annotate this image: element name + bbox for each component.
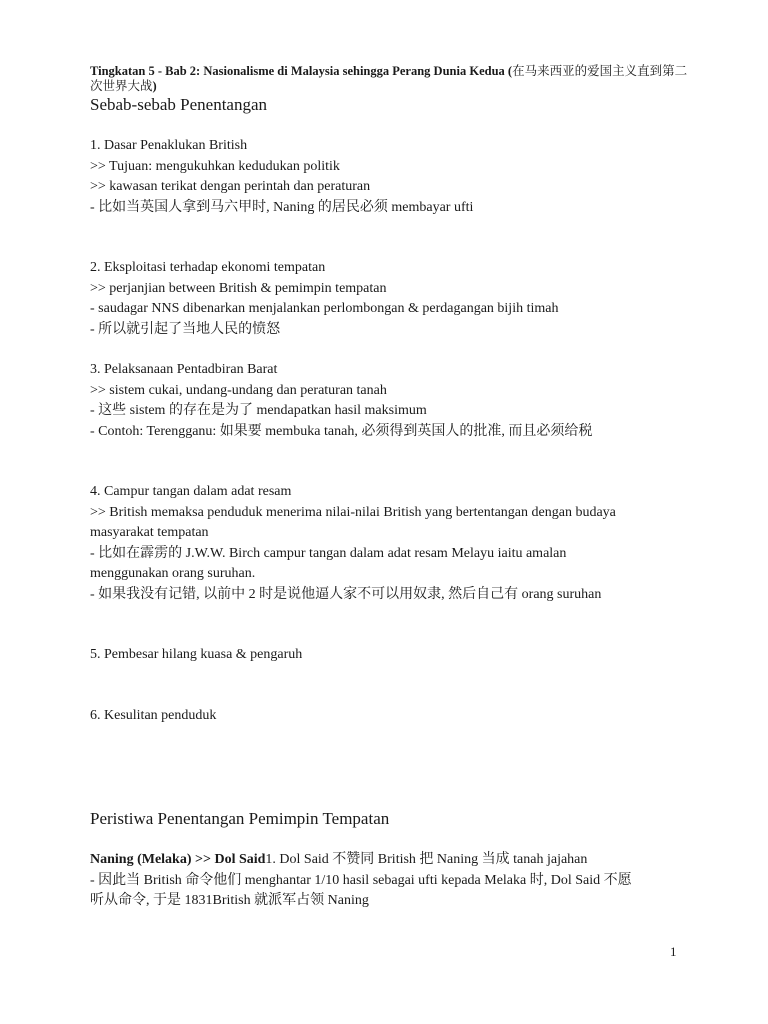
- section-heading-resistance: Peristiwa Penentangan Pemimpin Tempatan: [90, 809, 390, 828]
- cause-3-line: - 这些 sistem 的存在是为了 mendapatkan hasil maksimum: [90, 403, 427, 418]
- naning-line: 听从命令, 于是 1831British 就派军占领 Naning: [90, 893, 369, 908]
- naning-line: [90, 850, 690, 871]
- cause-1-line: >> kawasan terikat dengan perintah dan peraturan: [90, 179, 371, 194]
- title-bold: Tingkatan 5 - Bab 2: Nasionalisme di Malaysia sehingga Perang Dunia Kedua (: [90, 64, 513, 78]
- naning-text: 1. Dol Said 不赞同 British 把 Naning 当成 tanah jajahan: [265, 852, 588, 867]
- cause-1-heading: 1. Dasar Penaklukan British: [90, 138, 248, 153]
- page-number: 1: [670, 944, 677, 959]
- cause-1-line: >> Tujuan: mengukuhkan kedudukan politik: [90, 158, 340, 174]
- document-title: [90, 64, 690, 94]
- cause-2-heading: 2. Eksploitasi terhadap ekonomi tempatan: [90, 260, 326, 275]
- cause-4-line: - 如果我没有记错, 以前中 2 时是说他逼人家不可以用奴隶, 然后自己有 orang suruhan: [90, 586, 602, 602]
- naning-bold-label: Naning (Melaka) >> Dol Said: [90, 852, 266, 867]
- cause-2-line: - 所以就引起了当地人民的愤怒: [90, 321, 281, 337]
- cause-4-line: >> British memaksa penduduk menerima nilai-nilai British yang bertentangan dengan budaya: [90, 504, 616, 520]
- cause-4-heading: 4. Campur tangan dalam adat resam: [90, 484, 292, 499]
- document-page: [90, 64, 690, 912]
- cause-3-line: - Contoh: Terengganu: 如果要 membuka tanah, 必须得到英国人的批准, 而且必须给税: [90, 423, 593, 439]
- cause-1-line: - 比如当英国人拿到马六甲时, Naning 的居民必须 membayar ufti: [90, 199, 474, 215]
- cause-4-line: masyarakat tempatan: [90, 525, 209, 540]
- cause-3-heading: 3. Pelaksanaan Pentadbiran Barat: [90, 362, 278, 377]
- title-cjk: 在马来西亚的爱国主义直到第二次世界大战: [90, 64, 688, 93]
- title-end: ): [152, 79, 157, 93]
- cause-4-line: menggunakan orang suruhan.: [90, 566, 256, 581]
- cause-2-line: - saudagar NNS dibenarkan menjalankan perlombongan & perdagangan bijih timah: [90, 301, 559, 316]
- cause-3-line: >> sistem cukai, undang-undang dan peraturan tanah: [90, 382, 387, 398]
- naning-line: - 因此当 British 命令他们 menghantar 1/10 hasil sebagai ufti kepada Melaka 时, Dol Said 不愿: [90, 872, 632, 888]
- cause-5-heading: 5. Pembesar hilang kuasa & pengaruh: [90, 647, 303, 662]
- cause-2-line: >> perjanjian between British & pemimpin tempatan: [90, 280, 387, 296]
- section-heading-causes: Sebab-sebab Penentangan: [90, 95, 268, 114]
- cause-4-line: - 比如在霹雳的 J.W.W. Birch campur tangan dalam adat resam Melayu iaitu amalan: [90, 545, 567, 561]
- cause-6-heading: 6. Kesulitan penduduk: [90, 707, 217, 723]
